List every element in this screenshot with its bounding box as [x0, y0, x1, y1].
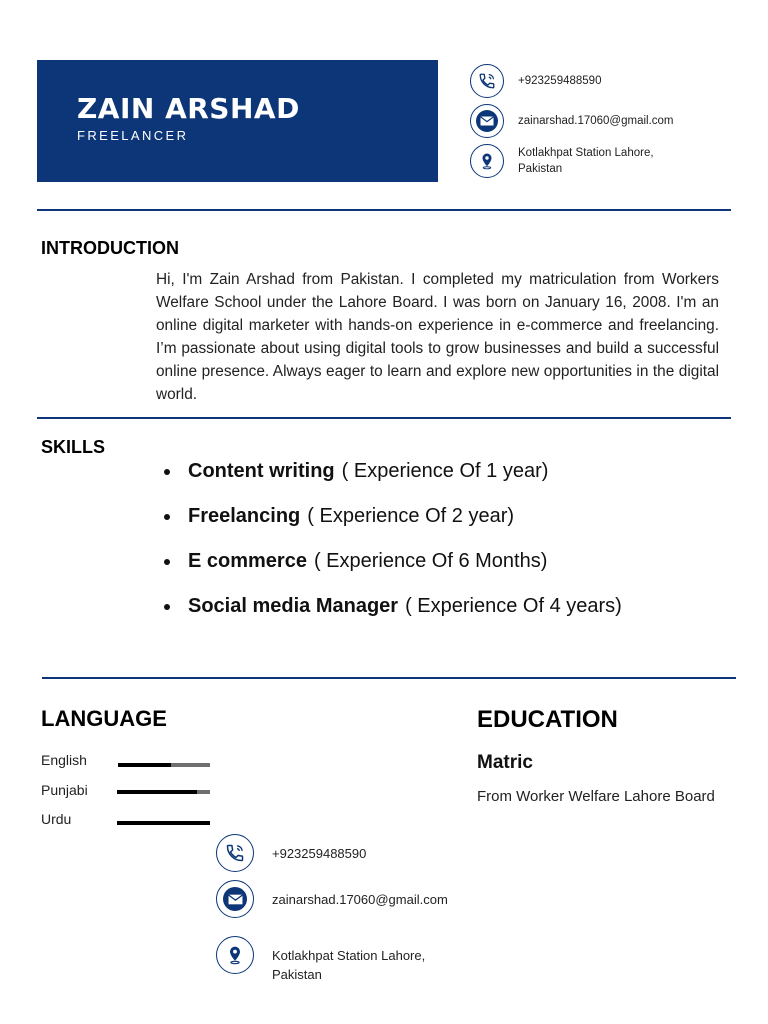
contact-phone-row	[216, 834, 472, 872]
address-line-1: Kotlakhpat Station Lahore,	[272, 948, 426, 963]
skill-name: E commerce	[188, 550, 307, 572]
education-title: EDUCATION	[477, 706, 618, 733]
skill-item	[162, 460, 548, 483]
skills-title: SKILLS	[41, 437, 106, 457]
language-level-bar	[117, 790, 210, 794]
language-level-fill	[117, 821, 210, 825]
address-line-1: Kotlakhpat Station Lahore,	[518, 147, 654, 159]
skill-experience: ( Experience Of 1 year)	[341, 460, 549, 482]
bullet-icon	[164, 604, 170, 610]
introduction-text: Hi, I'm Zain Arshad from Pakistan. I completed my matriculation from Workers Welfare School under the Lahore Board. I was born on January 16, 2008. I'm an online digital marketer with hands-on experience in e-commerce and freelancing. I’m passionate about using digital tools to grow businesses and build a successful online presence. Always eager to learn and explore new opportunities in the digital world.	[156, 271, 719, 403]
language-level-bar	[117, 821, 210, 825]
location-pin-icon	[216, 936, 254, 974]
divider-header	[37, 209, 731, 211]
language-level-fill	[117, 790, 197, 794]
mail-icon	[470, 104, 504, 138]
contact-phone[interactable]: +923259488590	[272, 845, 367, 861]
introduction-title: INTRODUCTION	[41, 238, 179, 258]
skill-name: Freelancing	[188, 505, 301, 527]
bullet-icon	[164, 514, 170, 520]
contact-email[interactable]: zainarshad.17060@gmail.com	[518, 115, 674, 127]
skill-experience: ( Experience Of 2 year)	[307, 505, 515, 527]
contact-phone[interactable]: +923259488590	[518, 75, 602, 87]
language-title: LANGUAGE	[41, 706, 167, 731]
header-banner	[37, 60, 438, 182]
candidate-name: ZAIN ARSHAD	[77, 92, 300, 125]
address-line-2: Pakistan	[272, 967, 322, 982]
education-degree: Matric	[477, 752, 533, 773]
skill-experience: ( Experience Of 4 years)	[405, 595, 622, 617]
language-name: Urdu	[41, 811, 72, 827]
contact-address-row	[470, 144, 698, 178]
skill-name: Social media Manager	[188, 595, 399, 617]
address-line-2: Pakistan	[518, 163, 563, 175]
candidate-role: FREELANCER	[77, 128, 189, 143]
phone-icon	[216, 834, 254, 872]
phone-icon	[470, 64, 504, 98]
language-level-fill	[118, 763, 171, 767]
contact-address	[518, 145, 698, 177]
education-school: From Worker Welfare Lahore Board	[477, 788, 715, 805]
contact-email-row	[470, 104, 698, 138]
language-name: English	[41, 752, 87, 768]
location-pin-icon	[470, 144, 504, 178]
bullet-icon	[164, 469, 170, 475]
skill-name: Content writing	[188, 460, 335, 482]
skill-item	[162, 550, 547, 573]
contact-address-row	[216, 926, 472, 984]
contact-address	[272, 946, 472, 984]
divider-skills	[42, 677, 736, 679]
skill-item	[162, 505, 514, 528]
mail-icon	[216, 880, 254, 918]
contact-phone-row	[470, 64, 698, 98]
skill-item	[162, 595, 622, 618]
contact-email-row	[216, 880, 472, 918]
skill-experience: ( Experience Of 6 Months)	[313, 550, 548, 572]
divider-introduction	[37, 417, 731, 419]
language-name: Punjabi	[41, 782, 88, 798]
contact-email[interactable]: zainarshad.17060@gmail.com	[272, 891, 448, 907]
language-level-bar	[118, 763, 210, 767]
bullet-icon	[164, 559, 170, 565]
